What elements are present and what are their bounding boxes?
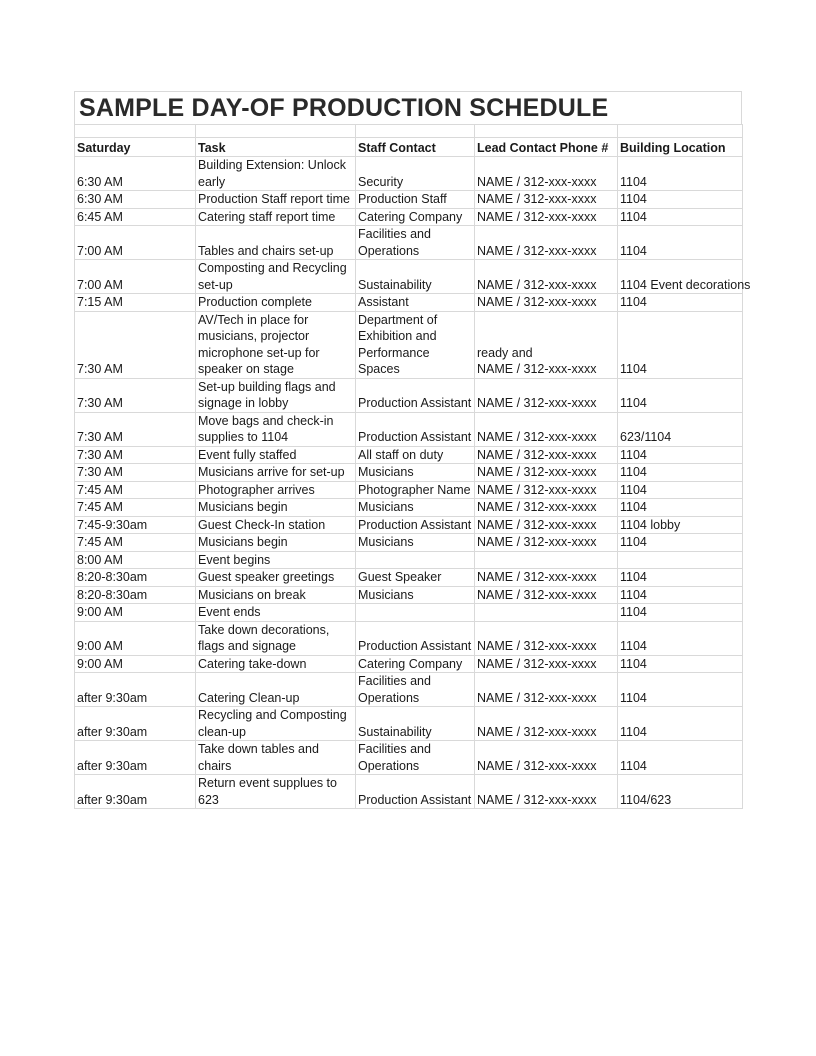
cell-task: Catering take-down: [196, 655, 356, 673]
table-row: [75, 534, 743, 552]
table-row: [75, 655, 743, 673]
cell-task: Musicians on break: [196, 586, 356, 604]
cell-lead-phone: NAME / 312-xxx-xxxx: [475, 569, 618, 587]
cell-lead-phone: NAME / 312-xxx-xxxx: [475, 481, 618, 499]
cell-lead-phone: NAME / 312-xxx-xxxx: [475, 586, 618, 604]
cell-time: 7:45 AM: [75, 481, 196, 499]
cell-time: 7:30 AM: [75, 446, 196, 464]
cell-lead-phone: [475, 604, 618, 622]
cell-task: Building Extension: Unlock early: [196, 157, 356, 191]
table-row: [75, 621, 743, 655]
cell-staff-contact: Facilities and Operations: [356, 673, 475, 707]
cell-building-location: 1104: [618, 586, 743, 604]
cell-staff-contact: Production Assistant: [356, 516, 475, 534]
table-row: [75, 294, 743, 312]
cell-lead-phone: NAME / 312-xxx-xxxx: [475, 464, 618, 482]
cell-building-location: 1104: [618, 604, 743, 622]
cell-staff-contact: Musicians: [356, 586, 475, 604]
page-title: SAMPLE DAY-OF PRODUCTION SCHEDULE: [74, 91, 742, 124]
table-row: [75, 208, 743, 226]
cell-task: Production Staff report time: [196, 191, 356, 209]
cell-building-location: 1104: [618, 157, 743, 191]
table-row: [75, 741, 743, 775]
cell-task: AV/Tech in place for musicians, projector microphone set-up for speaker on stage: [196, 311, 356, 378]
cell-lead-phone: NAME / 312-xxx-xxxx: [475, 157, 618, 191]
cell-staff-contact: Production Assistant: [356, 775, 475, 809]
cell-building-location: 1104: [618, 191, 743, 209]
cell-building-location: 1104: [618, 311, 743, 378]
cell-task: Event ends: [196, 604, 356, 622]
cell-staff-contact: Sustainability: [356, 260, 475, 294]
cell-task: Composting and Recycling set-up: [196, 260, 356, 294]
cell-lead-phone: NAME / 312-xxx-xxxx: [475, 208, 618, 226]
cell-time: after 9:30am: [75, 775, 196, 809]
cell-lead-phone: NAME / 312-xxx-xxxx: [475, 499, 618, 517]
table-row: [75, 775, 743, 809]
cell-lead-phone: NAME / 312-xxx-xxxx: [475, 294, 618, 312]
table-row: [75, 707, 743, 741]
cell-lead-phone: NAME / 312-xxx-xxxx: [475, 412, 618, 446]
cell-time: 9:00 AM: [75, 655, 196, 673]
header-staff-contact: Staff Contact: [356, 138, 475, 157]
table-row: [75, 604, 743, 622]
cell-building-location: 1104: [618, 208, 743, 226]
cell-staff-contact: Production Assistant: [356, 412, 475, 446]
cell-staff-contact: Photographer Name: [356, 481, 475, 499]
cell-time: after 9:30am: [75, 673, 196, 707]
cell-time: 7:00 AM: [75, 226, 196, 260]
cell-building-location: 1104: [618, 294, 743, 312]
cell-staff-contact: Production Staff: [356, 191, 475, 209]
cell-building-location: 1104 Event decorations: [618, 260, 743, 294]
cell-staff-contact: Production Assistant: [356, 621, 475, 655]
cell-time: 7:45-9:30am: [75, 516, 196, 534]
cell-time: 9:00 AM: [75, 621, 196, 655]
cell-task: Guest speaker greetings: [196, 569, 356, 587]
header-row: [75, 138, 743, 157]
cell-staff-contact: [356, 604, 475, 622]
cell-lead-phone: NAME / 312-xxx-xxxx: [475, 655, 618, 673]
table-row: [75, 157, 743, 191]
cell-task: Move bags and check-in supplies to 1104: [196, 412, 356, 446]
cell-staff-contact: All staff on duty: [356, 446, 475, 464]
cell-staff-contact: Catering Company: [356, 208, 475, 226]
cell-lead-phone: NAME / 312-xxx-xxxx: [475, 673, 618, 707]
cell-time: 7:30 AM: [75, 412, 196, 446]
cell-task: Take down decorations, flags and signage: [196, 621, 356, 655]
cell-building-location: 1104: [618, 534, 743, 552]
cell-task: Musicians begin: [196, 499, 356, 517]
cell-time: 8:20-8:30am: [75, 569, 196, 587]
cell-time: 6:30 AM: [75, 191, 196, 209]
cell-building-location: 1104/623: [618, 775, 743, 809]
cell-time: 8:00 AM: [75, 551, 196, 569]
cell-building-location: 1104: [618, 464, 743, 482]
cell-task: Take down tables and chairs: [196, 741, 356, 775]
cell-building-location: 1104: [618, 741, 743, 775]
cell-lead-phone-value: NAME / 312-xxx-xxxx: [477, 362, 597, 376]
cell-task: Production complete: [196, 294, 356, 312]
cell-task: Set-up building flags and signage in lobby: [196, 378, 356, 412]
schedule-sheet: [74, 91, 751, 809]
cell-building-location: [618, 551, 743, 569]
cell-task: Event begins: [196, 551, 356, 569]
cell-time: 7:30 AM: [75, 311, 196, 378]
cell-staff-contact: Catering Company: [356, 655, 475, 673]
table-row: [75, 551, 743, 569]
header-task: Task: [196, 138, 356, 157]
cell-staff-contact: Sustainability: [356, 707, 475, 741]
cell-lead-phone: NAME / 312-xxx-xxxx: [475, 741, 618, 775]
table-row: [75, 191, 743, 209]
table-row: [75, 569, 743, 587]
cell-lead-phone: NAME / 312-xxx-xxxx: [475, 446, 618, 464]
cell-time: 7:45 AM: [75, 499, 196, 517]
cell-staff-contact: Musicians: [356, 499, 475, 517]
cell-building-location: 1104: [618, 569, 743, 587]
table-row: [75, 464, 743, 482]
spacer-row: [75, 125, 743, 138]
table-row: [75, 260, 743, 294]
cell-task: Event fully staffed: [196, 446, 356, 464]
cell-building-location: 1104: [618, 226, 743, 260]
cell-building-location: 1104: [618, 621, 743, 655]
cell-staff-contact: [356, 551, 475, 569]
table-row: [75, 499, 743, 517]
table-row: [75, 673, 743, 707]
table-row: [75, 311, 743, 378]
cell-staff-contact: Department of Exhibition and Performance Spaces: [356, 311, 475, 378]
cell-task: Return event supplues to 623: [196, 775, 356, 809]
cell-staff-contact: Assistant: [356, 294, 475, 312]
table-row: [75, 586, 743, 604]
cell-lead-phone: NAME / 312-xxx-xxxx: [475, 621, 618, 655]
cell-task: Guest Check-In station: [196, 516, 356, 534]
cell-time: 9:00 AM: [75, 604, 196, 622]
cell-time: 7:45 AM: [75, 534, 196, 552]
cell-building-location: 1104 lobby: [618, 516, 743, 534]
table-row: [75, 378, 743, 412]
cell-staff-contact: Security: [356, 157, 475, 191]
cell-time: 7:30 AM: [75, 378, 196, 412]
cell-lead-phone: NAME / 312-xxx-xxxx: [475, 378, 618, 412]
cell-lead-phone: [475, 551, 618, 569]
cell-building-location: 1104: [618, 707, 743, 741]
header-building-location: Building Location: [618, 138, 743, 157]
table-row: [75, 412, 743, 446]
cell-time: 6:30 AM: [75, 157, 196, 191]
cell-lead-phone: NAME / 312-xxx-xxxx: [475, 534, 618, 552]
cell-time: 7:15 AM: [75, 294, 196, 312]
cell-staff-contact: Facilities and Operations: [356, 226, 475, 260]
cell-task: Catering staff report time: [196, 208, 356, 226]
cell-time: 6:45 AM: [75, 208, 196, 226]
cell-lead-phone: NAME / 312-xxx-xxxx: [475, 191, 618, 209]
table-row: [75, 481, 743, 499]
cell-task: Musicians arrive for set-up: [196, 464, 356, 482]
cell-staff-contact: Musicians: [356, 534, 475, 552]
header-lead-phone: Lead Contact Phone #: [475, 138, 618, 157]
cell-task: Recycling and Composting clean-up: [196, 707, 356, 741]
cell-task: Photographer arrives: [196, 481, 356, 499]
cell-time: 8:20-8:30am: [75, 586, 196, 604]
cell-building-location: 1104: [618, 378, 743, 412]
cell-time: after 9:30am: [75, 707, 196, 741]
cell-lead-phone: NAME / 312-xxx-xxxx: [475, 707, 618, 741]
cell-time: 7:00 AM: [75, 260, 196, 294]
cell-staff-contact: Musicians: [356, 464, 475, 482]
cell-lead-phone: NAME / 312-xxx-xxxx: [475, 260, 618, 294]
cell-staff-contact: Production Assistant: [356, 378, 475, 412]
cell-task: Musicians begin: [196, 534, 356, 552]
table-row: [75, 516, 743, 534]
cell-task: Catering Clean-up: [196, 673, 356, 707]
cell-building-location: 623/1104: [618, 412, 743, 446]
cell-lead-phone: NAME / 312-xxx-xxxx: [475, 516, 618, 534]
cell-time: after 9:30am: [75, 741, 196, 775]
cell-lead-phone: [475, 311, 618, 378]
table-row: [75, 226, 743, 260]
cell-lead-phone: NAME / 312-xxx-xxxx: [475, 226, 618, 260]
cell-staff-contact: Facilities and Operations: [356, 741, 475, 775]
cell-task: Tables and chairs set-up: [196, 226, 356, 260]
cell-building-location: 1104: [618, 499, 743, 517]
cell-building-location: 1104: [618, 481, 743, 499]
cell-lead-phone-note: ready and: [477, 345, 533, 360]
cell-building-location: 1104: [618, 655, 743, 673]
cell-building-location: 1104: [618, 446, 743, 464]
table-row: [75, 446, 743, 464]
cell-building-location: 1104: [618, 673, 743, 707]
cell-time: 7:30 AM: [75, 464, 196, 482]
schedule-table: [74, 124, 751, 809]
cell-lead-phone: NAME / 312-xxx-xxxx: [475, 775, 618, 809]
header-day: Saturday: [75, 138, 196, 157]
cell-staff-contact: Guest Speaker: [356, 569, 475, 587]
